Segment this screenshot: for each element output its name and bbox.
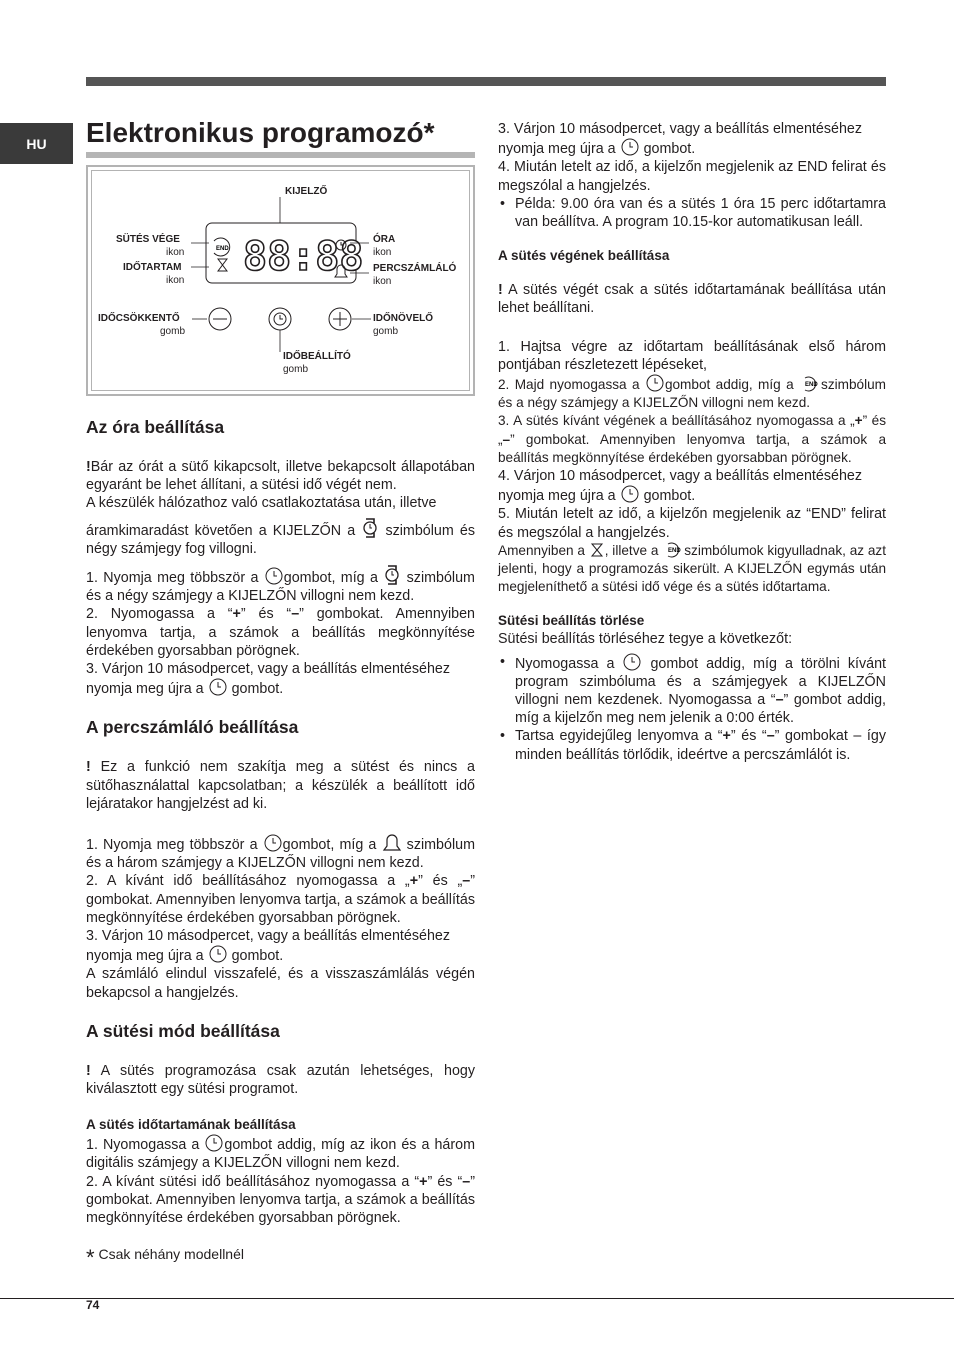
timer-knob-icon	[645, 374, 665, 392]
left-column	[86, 416, 475, 1227]
timer-knob-icon	[264, 567, 284, 585]
ora-step-3: 3. Várjon 10 másodpercet, vagy a beállítás elmentéséhez	[86, 661, 450, 678]
heading-ora: Az óra beállítása	[86, 417, 225, 437]
timer-knob-icon	[204, 1134, 224, 1152]
torles-intro: Sütési beállítás törléséhez tegye a következőt:	[498, 631, 793, 648]
label-idonovelo: IDŐNÖVELŐ	[373, 313, 434, 324]
diagram-graphics	[88, 167, 473, 394]
label-sutes-vege: SÜTÉS VÉGE	[116, 234, 180, 245]
timer-knob-icon	[263, 834, 283, 852]
heading-torles: Sütési beállítás törlése	[498, 613, 645, 629]
timer-knob-icon	[620, 138, 640, 156]
perc-note: ! Ez a funkció nem szakítja meg a sütést és nincs a sütőhasználattal kapcsolatban; a készülék a beállított idő lejáratakor hangjelzést ad ki.	[86, 759, 475, 812]
footer-rule	[0, 1298, 954, 1299]
programmer-diagram	[86, 165, 475, 396]
end-symbol-icon	[799, 376, 821, 392]
label-percszamlalo-sub: ikon	[373, 276, 392, 287]
mod-note: ! A sütés programozása csak azután lehetséges, hogy kiválasztott egy sütési programot.	[86, 1062, 475, 1098]
hourglass-icon	[589, 542, 605, 558]
perc-step-3: 3. Várjon 10 másodpercet, vagy a beállítás elmentéséhez	[86, 928, 450, 945]
heading-idotartam: A sütés időtartamának beállítása	[86, 1117, 296, 1133]
top-rule	[86, 77, 886, 86]
page-title: Elektronikus programozó*	[86, 114, 475, 158]
clock-symbol-icon	[361, 517, 379, 539]
page-number: 74	[86, 1298, 100, 1312]
vege-step-4b: nyomja meg újra a gombot.	[498, 485, 886, 505]
heading-percszamlalo: A percszámláló beállítása	[86, 717, 299, 738]
display-digits: 88:88	[243, 234, 364, 280]
timer-knob-icon	[208, 945, 228, 963]
dur-step-3b: nyomja meg újra a gombot.	[498, 138, 886, 158]
timer-knob-icon	[208, 678, 228, 696]
perc-step-1: 1. Nyomja meg többször a gombot, míg a szimbólum és a három számjegy a KIJELZŐN villogni nem kezd.	[86, 833, 475, 872]
example-bullet: • Példa: 9.00 óra van és a sütés 1 óra 15 perc időtartamra van beállítva. A program 10.15-kor automatikusan leáll.	[498, 195, 886, 231]
hourglass-icon	[218, 259, 227, 271]
plus-button-icon	[329, 308, 351, 330]
ora-step-3b: nyomja meg újra a gombot.	[86, 678, 475, 698]
footnote: * Csak néhány modellnél	[86, 1245, 244, 1270]
ora-step-1: 1. Nyomja meg többször a gombot, míg a szimbólum és a négy számjegy a KIJELZŐN villogni nem kezd.	[86, 564, 475, 605]
label-kijelzo: KIJELZŐ	[285, 186, 328, 197]
ora-para-1: A készülék hálózathoz való csatlakoztatása után, illetve	[86, 495, 437, 512]
label-idotartam: IDŐTARTAM	[123, 262, 182, 273]
bell-icon	[382, 833, 402, 853]
clock-symbol-icon	[383, 564, 401, 586]
end-symbol-icon	[662, 542, 684, 558]
vege-step-5: 5. Miután letelt az idő, a kijelzőn megjelenik az “END” felirat és megszólal a hangjelzés.	[498, 506, 886, 541]
end-icon	[214, 238, 230, 256]
label-idocsokkento: IDŐCSÖKKENTŐ	[98, 313, 180, 324]
dur-step-3: 3. Várjon 10 másodpercet, vagy a beállítás elmentéséhez	[498, 121, 862, 137]
heading-sutes-vege: A sütés végének beállítása	[498, 248, 670, 264]
ora-para-1b: áramkimaradást követően a KIJELZŐN a szimbólum és négy számjegy fog villogni.	[86, 517, 475, 558]
perc-para-4: A számláló elindul visszafelé, és a visszaszámlálás végén bekapcsol a hangjelzés.	[86, 966, 475, 1001]
label-idocsokkento-sub: gomb	[160, 326, 186, 337]
label-ora-sub: ikon	[373, 247, 392, 258]
vege-para-6: Amennyiben a , illetve a END szimbólumok kigyulladnak, az azt jelenti, hogy a programozás sikerült. A KIJELZŐN egymás után megjeleníthető a sütési idő vége és a sütés időtartama.	[498, 542, 887, 595]
dur-step-4: 4. Miután letelt az idő, a kijelzőn megjelenik az END felirat és megszólal a hangjelzés.	[498, 159, 886, 194]
ora-step-2: 2. Nyomogassa a “+” és “–” gombokat. Amennyiben lenyomva tartja, a számok a beállítás megkönnyítése érdekében gyorsabban pörögnek.	[86, 606, 475, 659]
label-idobeallito-sub: gomb	[283, 364, 309, 375]
label-ora: ÓRA	[373, 234, 396, 245]
vege-step-4: 4. Várjon 10 másodpercet, vagy a beállítás elmentéséhez	[498, 468, 862, 485]
torles-bullet-1: • Nyomogassa a gombot addig, míg a törölni kívánt program szimbóluma és a számjegyek a KIJELZŐN villogni nem kezdenek. Nyomogassa a “–” gombot addig, míg a kijelzőn meg nem jelenik a 0:00 érték.	[498, 653, 886, 728]
perc-step-2: 2. A kívánt idő beállításához nyomogassa a „+” és „–” gombokat. Amennyiben lenyomva tartja, a számok a beállítás megkönnyítése érdekében gyorsabban pörögnek.	[86, 873, 475, 926]
vege-step-2: 2. Majd nyomogassa a gombot addig, míg a END szimbólum és a négy számjegy a KIJELZŐN villogni nem kezd.	[498, 374, 886, 412]
right-column	[498, 120, 886, 764]
timer-knob-icon	[620, 485, 640, 503]
label-idotartam-sub: ikon	[166, 275, 185, 286]
heading-sutesi-mod: A sütési mód beállítása	[86, 1020, 280, 1041]
perc-step-3b: nyomja meg újra a gombot.	[86, 945, 475, 965]
torles-bullet-2: • Tartsa egyidejűleg lenyomva a “+” és “–” gombokat – így minden beállítás törlődik, ideértve a percszámlálót is.	[498, 727, 886, 763]
ora-note: !Bár az órát a sütő kikapcsolt, illetve bekapcsolt állapotában egyaránt be lehet állítani, a sütési idő végét nem.	[86, 459, 475, 494]
svg-text:END: END	[805, 382, 818, 389]
language-tab: HU	[0, 123, 73, 164]
vege-step-1: 1. Hajtsa végre az időtartam beállításának első három pontjában részletezett lépéseket,	[498, 338, 886, 373]
minus-symbol: –	[291, 606, 300, 623]
timer-knob-icon	[622, 653, 642, 671]
label-idobeallito: IDŐBEÁLLÍTÓ	[283, 351, 351, 362]
idotartam-step-2: 2. A kívánt sütési idő beállításához nyomogassa a “+” és “–” gombokat. Amennyiben lenyomva tartja, a számok a beállítás megkönnyítése érdekében gyorsabban pörögnek.	[86, 1173, 475, 1227]
timer-button-icon	[269, 308, 291, 330]
label-sutes-vege-sub: ikon	[166, 247, 185, 258]
minus-button-icon	[209, 308, 231, 330]
vege-step-3: 3. A sütés kívánt végének a beállításához nyomogassa a „+” és „–” gombokat. Amennyiben lenyomva tartja, a számok a beállítás megkönnyítése érdekében gyorsabban pörögnek.	[498, 413, 886, 465]
svg-text:END: END	[216, 246, 229, 252]
svg-text:END: END	[668, 547, 681, 554]
idotartam-step-1: 1. Nyomogassa a gombot addig, míg az ikon és a három digitális számjegy a KIJELZŐN villogni nem kezd.	[86, 1134, 475, 1172]
label-idonovelo-sub: gomb	[373, 326, 399, 337]
label-percszamlalo: PERCSZÁMLÁLÓ	[373, 263, 457, 274]
vege-note: ! A sütés végét csak a sütés időtartamának beállítása után lehet beállítani.	[498, 282, 886, 317]
plus-symbol: +	[232, 606, 241, 623]
